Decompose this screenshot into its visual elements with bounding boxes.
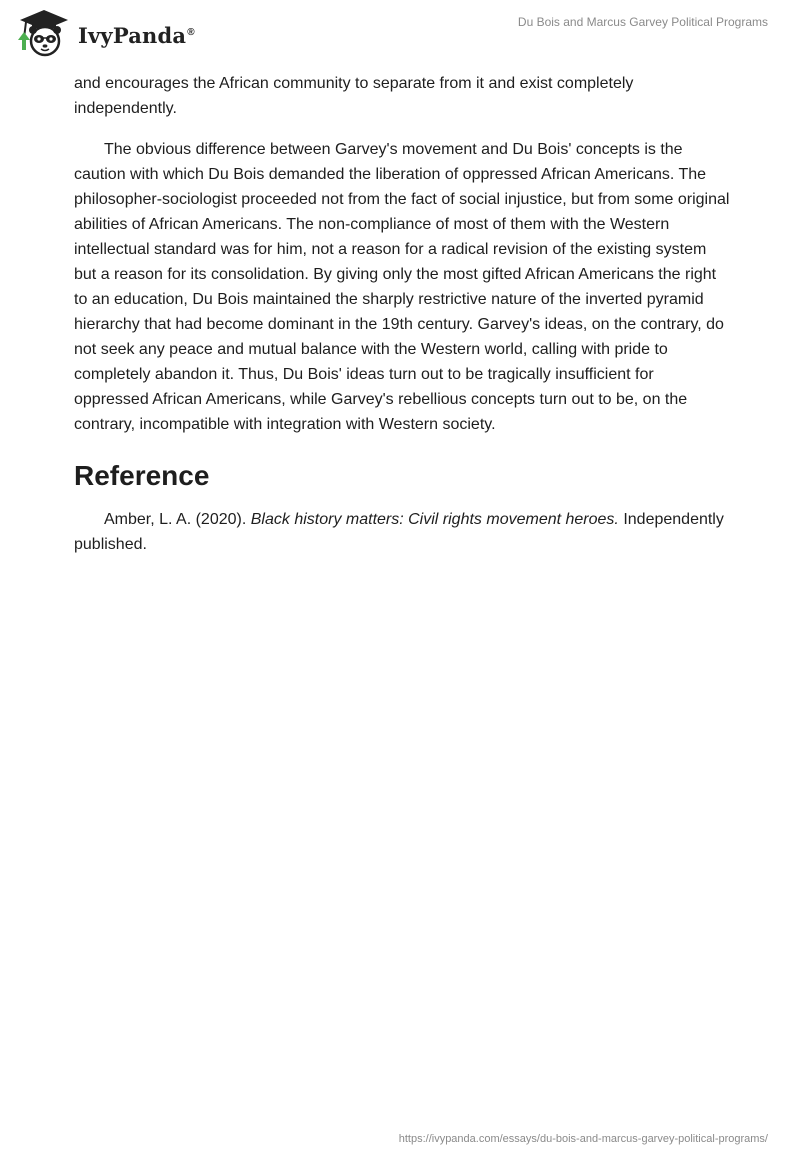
document-title: Du Bois and Marcus Garvey Political Programs [517, 15, 768, 29]
brand-name: IvyPanda® [78, 22, 195, 48]
reference-heading: Reference [74, 460, 210, 491]
panda-graduate-icon [14, 8, 74, 58]
reference-entry [74, 507, 730, 557]
reference-publisher: Independently published. [74, 511, 724, 553]
reference-title: Black history matters: Civil rights movement heroes. [250, 511, 619, 528]
source-url[interactable]: https://ivypanda.com/essays/du-bois-and-marcus-garvey-political-programs/ [398, 1133, 768, 1145]
registered-mark: ® [187, 26, 195, 38]
paragraph-continuation: and encourages the African community to separate from it and exist completely independently. [74, 75, 634, 117]
essay-content [74, 71, 730, 557]
page-header [0, 0, 800, 64]
ivypanda-logo[interactable] [14, 8, 195, 58]
reference-authors-year: Amber, L. A. (2020). [104, 511, 247, 528]
paragraph-comparison: The obvious difference between Garvey's movement and Du Bois' concepts is the caution with which Du Bois demanded the liberation of oppressed African Americans. The philosopher-sociologist proceeded not from the fact of social injustice, but from some original abilities of African Americans. The non-compliance of most of them with the Western intellectual standard was for him, not a reason for a radical revision of the existing system but a reason for its consolidation. By giving only the most gifted African Americans the right to an education, Du Bois maintained the sharply restrictive nature of the inverted pyramid hierarchy that had become dominant in the 19th century. Garvey's ideas, on the contrary, do not seek any peace and mutual balance with the Western world, calling with pride to completely abandon it. Thus, Du Bois' ideas turn out to be tragically insufficient for oppressed African Americans, while Garvey's rebellious concepts turn out to be, on the contrary, incompatible with integration with Western society. [74, 141, 730, 433]
